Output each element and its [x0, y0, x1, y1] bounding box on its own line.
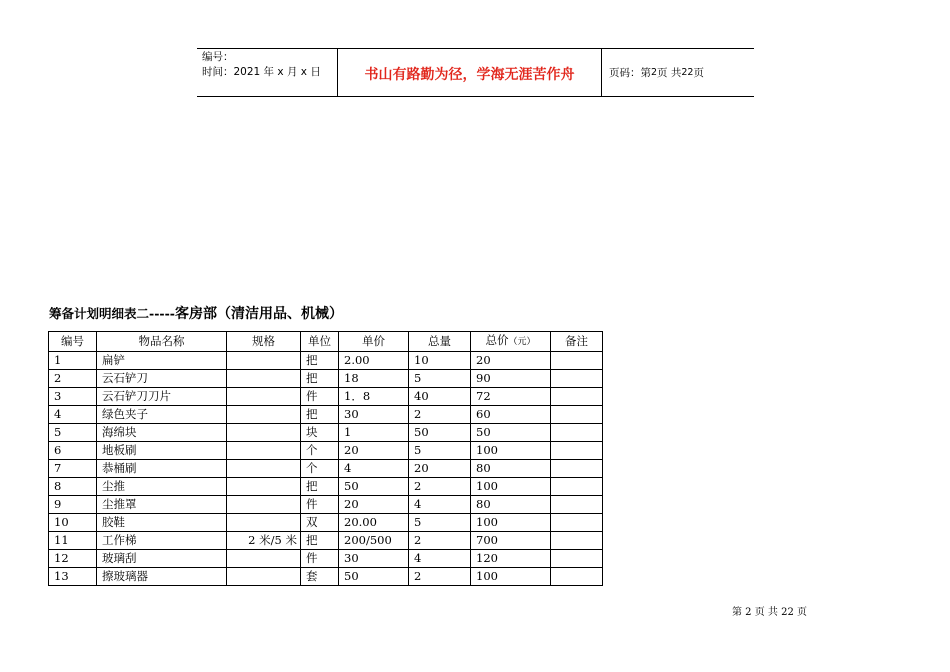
table-row [49, 478, 603, 496]
cell-no: 5 [49, 424, 97, 442]
cell-spec [227, 370, 301, 388]
cell-spec: 2 米/5 米 [227, 532, 301, 550]
page-prefix: 页码：第 [609, 67, 651, 79]
cell-no: 2 [49, 370, 97, 388]
cell-price: 20 [339, 496, 409, 514]
cell-price: 30 [339, 406, 409, 424]
cell-total: 80 [471, 460, 551, 478]
cell-spec [227, 424, 301, 442]
cell-note [551, 550, 603, 568]
cell-spec [227, 550, 301, 568]
cell-name: 海绵块 [97, 424, 227, 442]
table-body [49, 352, 603, 586]
header-motto: 书山有路勤为径，学海无涯苦作舟 [338, 49, 602, 96]
table-title [49, 303, 343, 323]
cell-unit: 个 [301, 442, 339, 460]
page-mid: 页 共 [657, 67, 682, 79]
cell-spec [227, 568, 301, 586]
cell-unit: 套 [301, 568, 339, 586]
cell-spec [227, 352, 301, 370]
document-number-label: 编号： [202, 51, 234, 63]
cell-name: 云石铲刀刀片 [97, 388, 227, 406]
cell-name: 绿色夹子 [97, 406, 227, 424]
cell-unit: 把 [301, 352, 339, 370]
cell-note [551, 352, 603, 370]
cell-name: 恭桶刷 [97, 460, 227, 478]
cell-name: 扁铲 [97, 352, 227, 370]
cell-price: 1．8 [339, 388, 409, 406]
cell-name: 擦玻璃器 [97, 568, 227, 586]
col-header-name: 物品名称 [97, 332, 227, 352]
table-title-main: 客房部（清洁用品、机械） [174, 306, 343, 322]
cell-no: 7 [49, 460, 97, 478]
supplies-table [48, 331, 603, 586]
cell-name: 尘推 [97, 478, 227, 496]
page-footer: 第 2 页 共 22 页 [732, 607, 807, 618]
cell-qty: 5 [409, 370, 471, 388]
table-row [49, 424, 603, 442]
cell-no: 11 [49, 532, 97, 550]
page-suffix: 页 [693, 67, 704, 79]
cell-qty: 5 [409, 514, 471, 532]
cell-note [551, 532, 603, 550]
col-header-note: 备注 [551, 332, 603, 352]
header-page-number [602, 49, 754, 96]
cell-note [551, 568, 603, 586]
cell-no: 10 [49, 514, 97, 532]
page-total: 22 [681, 67, 694, 78]
cell-qty: 2 [409, 532, 471, 550]
cell-price: 50 [339, 478, 409, 496]
cell-total: 20 [471, 352, 551, 370]
cell-total: 100 [471, 478, 551, 496]
cell-note [551, 496, 603, 514]
cell-qty: 2 [409, 478, 471, 496]
table-row [49, 550, 603, 568]
cell-total: 120 [471, 550, 551, 568]
cell-unit: 件 [301, 388, 339, 406]
col-header-unit: 单位 [301, 332, 339, 352]
cell-spec [227, 496, 301, 514]
cell-price: 50 [339, 568, 409, 586]
cell-price: 2.00 [339, 352, 409, 370]
cell-total: 100 [471, 514, 551, 532]
cell-total: 80 [471, 496, 551, 514]
cell-no: 12 [49, 550, 97, 568]
cell-no: 6 [49, 442, 97, 460]
table-row [49, 460, 603, 478]
document-date: 时间：2021 年 x 月 x 日 [202, 66, 321, 78]
cell-price: 30 [339, 550, 409, 568]
col-header-price: 单价 [339, 332, 409, 352]
cell-no: 3 [49, 388, 97, 406]
header-info-cell [197, 49, 338, 96]
cell-name: 工作梯 [97, 532, 227, 550]
table-row [49, 442, 603, 460]
cell-note [551, 424, 603, 442]
cell-qty: 10 [409, 352, 471, 370]
cell-total: 100 [471, 568, 551, 586]
cell-note [551, 406, 603, 424]
cell-qty: 50 [409, 424, 471, 442]
cell-price: 20.00 [339, 514, 409, 532]
col-header-total [471, 332, 551, 352]
page-current: 2 [651, 67, 658, 78]
table-row [49, 352, 603, 370]
cell-price: 200/500 [339, 532, 409, 550]
cell-note [551, 460, 603, 478]
cell-name: 胶鞋 [97, 514, 227, 532]
table-row [49, 388, 603, 406]
col-header-spec: 规格 [227, 332, 301, 352]
cell-price: 20 [339, 442, 409, 460]
cell-qty: 4 [409, 496, 471, 514]
table-row [49, 514, 603, 532]
col-header-total-label: 总价 [485, 333, 509, 347]
cell-price: 18 [339, 370, 409, 388]
cell-spec [227, 406, 301, 424]
table-title-prefix: 筹备计划明细表二----- [49, 306, 175, 321]
cell-unit: 块 [301, 424, 339, 442]
cell-qty: 40 [409, 388, 471, 406]
cell-no: 4 [49, 406, 97, 424]
table-row [49, 532, 603, 550]
page-header [197, 48, 754, 97]
cell-note [551, 388, 603, 406]
table-header-row [49, 332, 603, 352]
cell-qty: 20 [409, 460, 471, 478]
cell-spec [227, 442, 301, 460]
table-row [49, 568, 603, 586]
cell-unit: 把 [301, 478, 339, 496]
col-header-no: 编号 [49, 332, 97, 352]
cell-total: 100 [471, 442, 551, 460]
table-row [49, 406, 603, 424]
cell-note [551, 370, 603, 388]
cell-total: 72 [471, 388, 551, 406]
cell-name: 尘推罩 [97, 496, 227, 514]
cell-spec [227, 460, 301, 478]
cell-note [551, 514, 603, 532]
table-row [49, 496, 603, 514]
cell-total: 700 [471, 532, 551, 550]
cell-no: 13 [49, 568, 97, 586]
cell-spec [227, 514, 301, 532]
cell-total: 90 [471, 370, 551, 388]
cell-unit: 双 [301, 514, 339, 532]
cell-no: 9 [49, 496, 97, 514]
cell-unit: 件 [301, 550, 339, 568]
cell-qty: 2 [409, 406, 471, 424]
cell-unit: 把 [301, 532, 339, 550]
cell-price: 4 [339, 460, 409, 478]
cell-note [551, 478, 603, 496]
cell-spec [227, 388, 301, 406]
cell-total: 60 [471, 406, 551, 424]
cell-name: 玻璃刮 [97, 550, 227, 568]
col-header-total-unit: （元） [508, 337, 536, 347]
cell-unit: 把 [301, 370, 339, 388]
cell-price: 1 [339, 424, 409, 442]
cell-spec [227, 478, 301, 496]
cell-qty: 4 [409, 550, 471, 568]
cell-note [551, 442, 603, 460]
cell-no: 8 [49, 478, 97, 496]
cell-name: 地板刷 [97, 442, 227, 460]
cell-qty: 5 [409, 442, 471, 460]
cell-qty: 2 [409, 568, 471, 586]
col-header-qty: 总量 [409, 332, 471, 352]
table-row [49, 370, 603, 388]
cell-total: 50 [471, 424, 551, 442]
cell-unit: 把 [301, 406, 339, 424]
cell-no: 1 [49, 352, 97, 370]
cell-unit: 个 [301, 460, 339, 478]
cell-unit: 件 [301, 496, 339, 514]
cell-name: 云石铲刀 [97, 370, 227, 388]
